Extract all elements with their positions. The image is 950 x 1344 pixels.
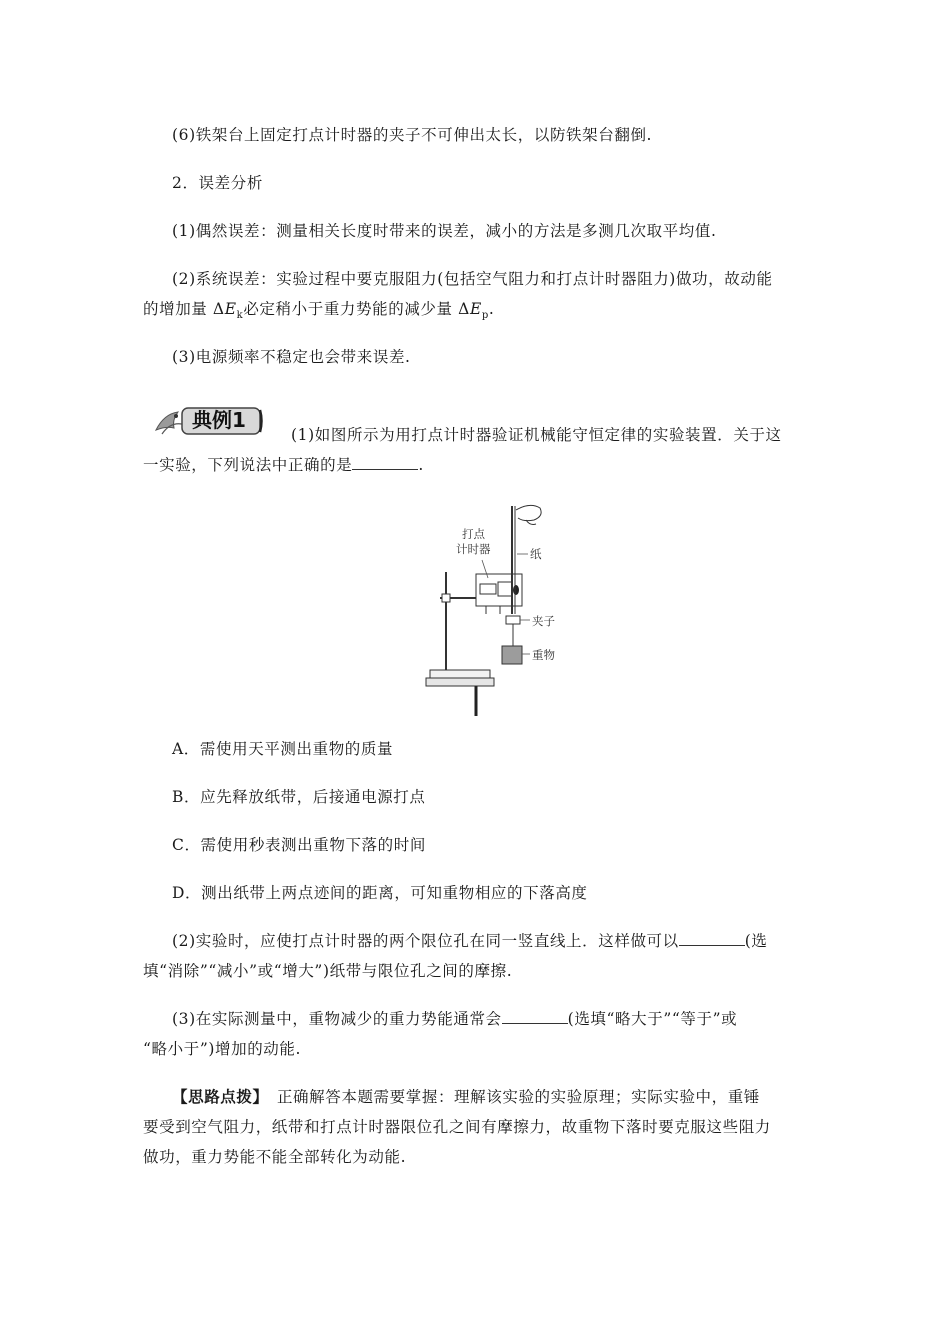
paragraph-line: 的增加量 $\Delta E_k$必定稍小于重力势能的减少量 $\Delta E_p$. bbox=[143, 300, 495, 322]
paragraph-line: (2)系统误差：实验过程中要克服阻力(包括空气阻力和打点计时器阻力)做功，故动能 bbox=[172, 270, 773, 288]
hint-line: 做功，重力势能不能全部转化为动能. bbox=[143, 1148, 407, 1166]
question-line: (2)实验时，应使打点计时器的两个限位孔在同一竖直线上．这样做可以 (选 bbox=[172, 932, 768, 950]
option-c: C．需使用秒表测出重物下落的时间 bbox=[172, 836, 426, 854]
paragraph-line: (6)铁架台上固定打点计时器的夹子不可伸出太长，以防铁架台翻倒. bbox=[172, 126, 653, 144]
paragraph-line: (3)电源频率不稳定也会带来误差. bbox=[172, 348, 411, 366]
answer-blank bbox=[679, 931, 745, 946]
question-line: 一实验，下列说法中正确的是 . bbox=[143, 456, 424, 474]
question-line: 填“消除”“减小”或“增大”)纸带与限位孔之间的摩擦. bbox=[143, 962, 513, 980]
figure-label-paper: 纸 bbox=[530, 547, 542, 561]
example-badge bbox=[152, 400, 264, 440]
section-heading: 2．误差分析 bbox=[172, 174, 263, 192]
option-a: A．需使用天平测出重物的质量 bbox=[172, 740, 394, 758]
hint-line: 【思路点拨】 正确解答本题需要掌握：理解该实验的实验原理；实际实验中，重锤 bbox=[172, 1087, 760, 1106]
apparatus-figure bbox=[418, 498, 558, 720]
figure-label-weight: 重物 bbox=[532, 648, 555, 662]
option-b: B．应先释放纸带，后接通电源打点 bbox=[172, 788, 426, 806]
paragraph-line: (1)偶然误差：测量相关长度时带来的误差，减小的方法是多测几次取平均值. bbox=[172, 222, 717, 240]
apparatus-diagram bbox=[418, 498, 558, 720]
figure-label-clip: 夹子 bbox=[532, 614, 555, 628]
example-badge-label: 典例1 bbox=[192, 408, 246, 432]
answer-blank bbox=[352, 455, 418, 470]
figure-label-timer: 打点 bbox=[462, 527, 485, 541]
question-line: (3)在实际测量中，重物减少的重力势能通常会 (选填“略大于”“等于”或 bbox=[172, 1010, 738, 1028]
figure-label-timer: 计时器 bbox=[456, 542, 491, 556]
question-line: “略小于”)增加的动能. bbox=[143, 1040, 302, 1058]
answer-blank bbox=[502, 1009, 568, 1024]
hint-label: 【思路点拨】 bbox=[172, 1087, 261, 1106]
option-d: D．测出纸带上两点迹间的距离，可知重物相应的下落高度 bbox=[172, 884, 588, 902]
hint-line: 要受到空气阻力，纸带和打点计时器限位孔之间有摩擦力，故重物下落时要克服这些阻力 bbox=[143, 1118, 771, 1136]
question-line: (1)如图所示为用打点计时器验证机械能守恒定律的实验装置．关于这 bbox=[291, 426, 782, 444]
